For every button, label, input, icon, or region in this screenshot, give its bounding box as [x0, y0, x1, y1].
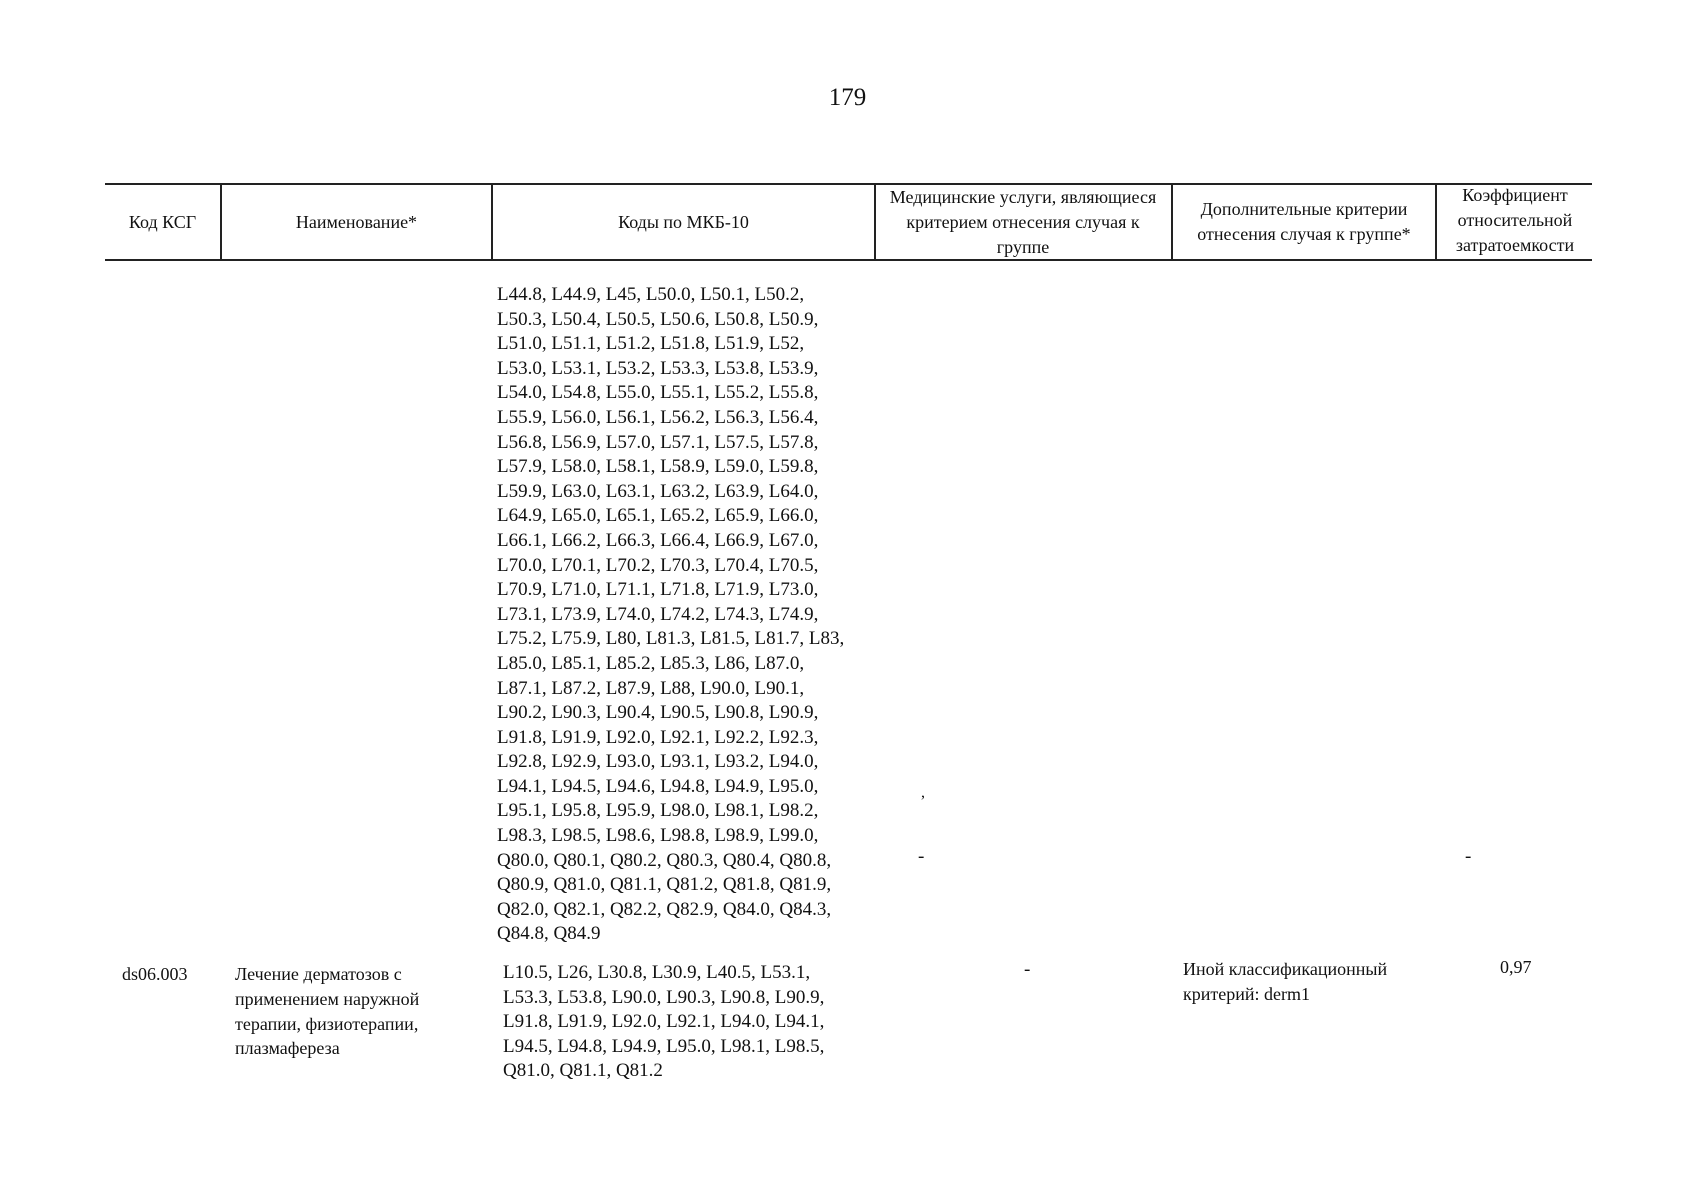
ksg-code: ds06.003	[122, 964, 188, 984]
header-divider	[1171, 185, 1173, 260]
header-bottom-rule	[105, 259, 1592, 261]
header-medical-services: Медицинские услуги, являющиеся критерием отнесения случая к группе	[889, 186, 1157, 257]
header-divider	[874, 185, 876, 260]
medical-services: -	[1024, 959, 1031, 980]
coefficient-continued: -	[1465, 846, 1472, 867]
header-ksg-code: Код КСГ	[128, 211, 197, 232]
ksg-name: Лечение дерматозов с применением наружной терапии, физиотерапии, плазмафереза	[235, 964, 420, 1059]
header-extra-criteria: Дополнительные критерии отнесения случая к группе*	[1197, 199, 1411, 244]
icd-codes: L10.5, L26, L30.8, L30.9, L40.5, L53.1, L53.3, L53.8, L90.0, L90.3, L90.8, L90.9, L91.8, L91.9, L92.0, L92.1, L94.0, L94.1, L94.5, L94.8, L94.9, L95.0, L98.1, L98.5, Q81.0, Q81.1, Q81.2	[503, 962, 825, 1082]
medical-services-continued: -	[918, 846, 925, 867]
page-number: 179	[828, 84, 867, 111]
header-divider	[1435, 185, 1437, 260]
header-name: Наименование*	[295, 211, 418, 232]
mark: ,	[921, 784, 925, 801]
header-icd-codes: Коды по МКБ-10	[618, 211, 749, 232]
icd-codes-continued: L44.8, L44.9, L45, L50.0, L50.1, L50.2, L50.3, L50.4, L50.5, L50.6, L50.8, L50.9, L51.0, L51.1, L51.2, L51.8, L51.9, L52, L53.0, L53.1, L53.2, L53.3, L53.8, L53.9, L54.0, L54.8, L55.0, L55.1, L55.2, L55.8, L55.9, L56.0, L56.1, L56.2, L56.3, L56.4, L56.8, L56.9, L57.0, L57.1, L57.5, L57.8, L57.9, L58.0, L58.1, L58.9, L59.0, L59.8, L59.9, L63.0, L63.1, L63.2, L63.9, L64.0, L64.9, L65.0, L65.1, L65.2, L65.9, L66.0, L66.1, L66.2, L66.3, L66.4, L66.9, L67.0, L70.0, L70.1, L70.2, L70.3, L70.4, L70.5, L70.9, L71.0, L71.1, L71.8, L71.9, L73.0, L73.1, L73.9, L74.0, L74.2, L74.3, L74.9, L75.2, L75.9, L80, L81.3, L81.5, L81.7, L83, L85.0, L85.1, L85.2, L85.3, L86, L87.0, L87.1, L87.2, L87.9, L88, L90.0, L90.1, L90.2, L90.3, L90.4, L90.5, L90.8, L90.9, L91.8, L91.9, L92.0, L92.1, L92.2, L92.3, L92.8, L92.9, L93.0, L93.1, L93.2, L94.0, L94.1, L94.5, L94.6, L94.8, L94.9, L95.0, L95.1, L95.8, L95.9, L98.0, L98.1, L98.2, L98.3, L98.5, L98.6, L98.8, L98.9, L99.0, Q80.0, Q80.1, Q80.2, Q80.3, Q80.4, Q80.8, Q80.9, Q81.0, Q81.1, Q81.2, Q81.8, Q81.9, Q82.0, Q82.1, Q82.2, Q82.9, Q84.0, Q84.3, Q84.8, Q84.9	[497, 284, 845, 945]
header-coefficient: Коэффициент относительной затратоемкости	[1455, 184, 1575, 255]
coefficient: 0,97	[1500, 957, 1532, 977]
extra-criteria: Иной классификационный критерий: derm1	[1183, 959, 1388, 1004]
